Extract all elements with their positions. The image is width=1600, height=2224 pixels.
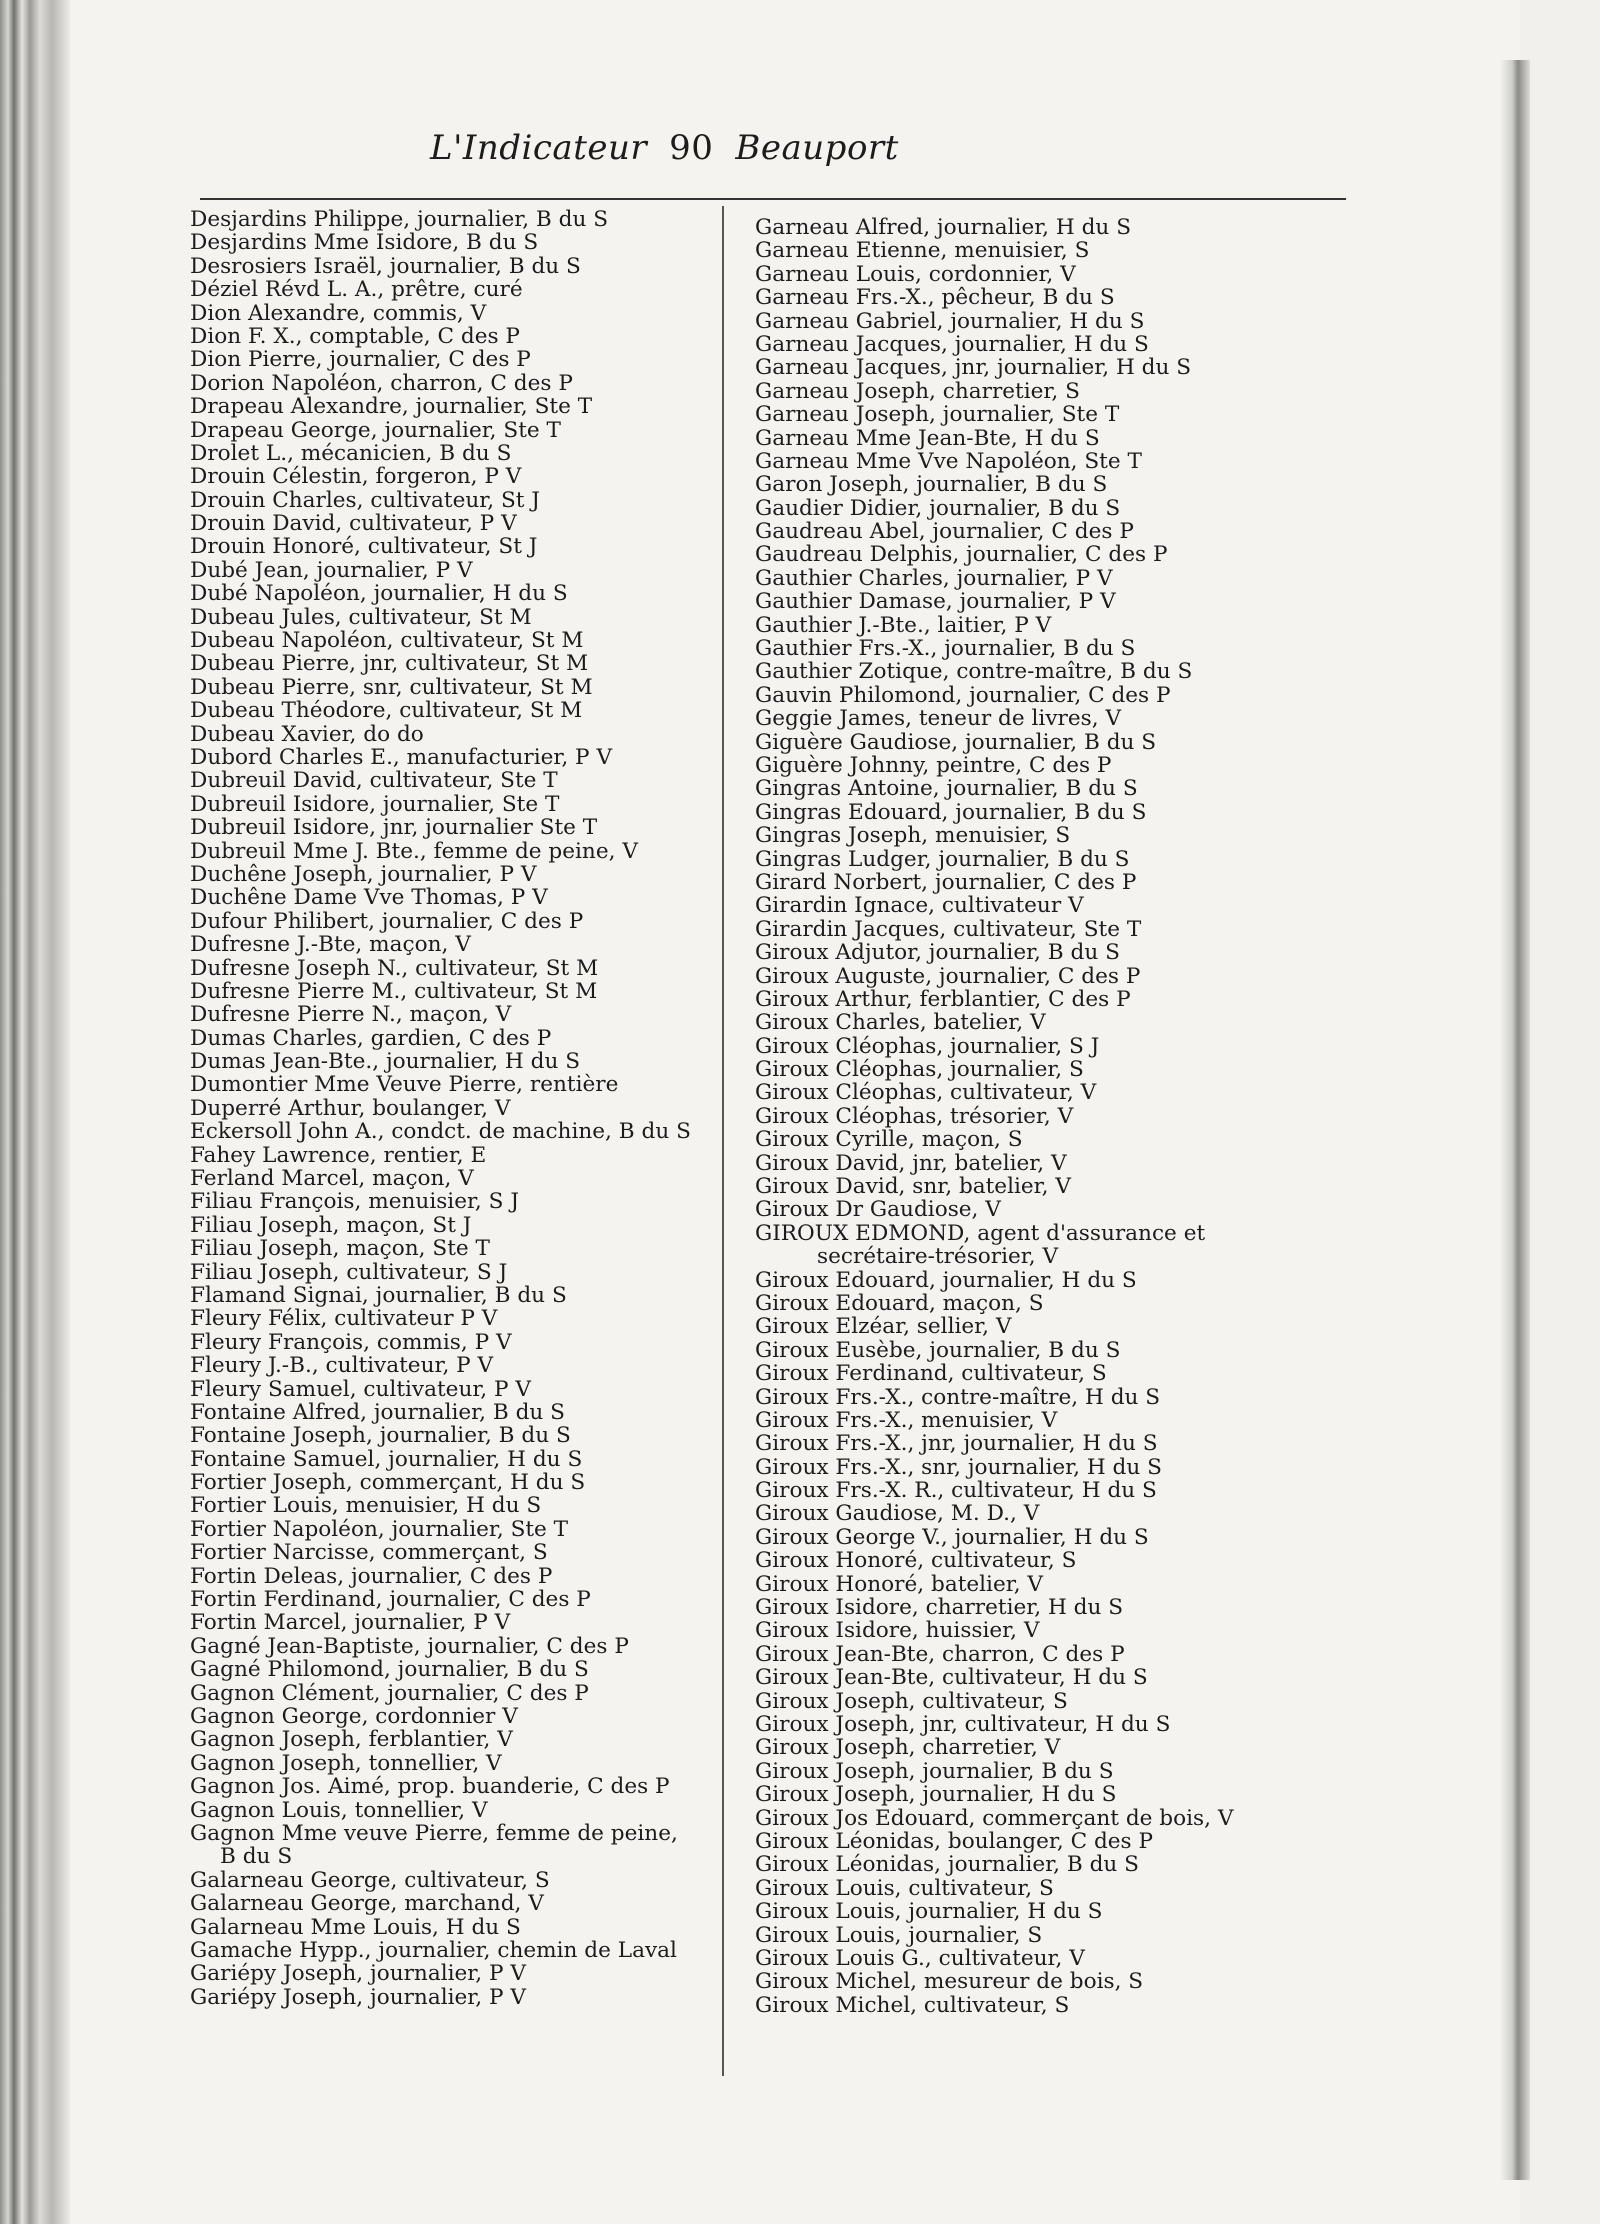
- directory-entry: Giroux Léonidas, boulanger, C des P: [755, 1828, 1154, 1854]
- directory-entry: Dubreuil Mme J. Bte., femme de peine, V: [190, 838, 638, 864]
- directory-entry: Girardin Jacques, cultivateur, Ste T: [755, 916, 1142, 942]
- directory-entry: Giroux Honoré, batelier, V: [755, 1571, 1044, 1597]
- directory-entry: Duchêne Dame Vve Thomas, P V: [190, 885, 548, 911]
- directory-entry: Giroux Joseph, charretier, V: [755, 1735, 1061, 1761]
- directory-entry: Drouin Charles, cultivateur, St J: [190, 487, 540, 513]
- page-fold-shadow: [1500, 60, 1530, 2180]
- directory-entry: Desrosiers Israël, journalier, B du S: [190, 253, 581, 279]
- directory-entry: Fortin Deleas, journalier, C des P: [190, 1563, 553, 1589]
- directory-entry: Dumas Jean-Bte., journalier, H du S: [190, 1049, 581, 1075]
- directory-entry: Gingras Ludger, journalier, B du S: [755, 846, 1130, 872]
- directory-entry: Drapeau Alexandre, journalier, Ste T: [190, 394, 593, 420]
- directory-entry: Dion Alexandre, commis, V: [190, 300, 487, 326]
- directory-entry: Giroux Cléophas, trésorier, V: [755, 1103, 1074, 1129]
- directory-entry: Giroux Louis G., cultivateur, V: [755, 1945, 1085, 1971]
- directory-entry: Giroux Jean-Bte, charron, C des P: [755, 1641, 1125, 1667]
- directory-entry: Gauthier Damase, journalier, P V: [755, 589, 1116, 615]
- directory-entry: Giroux Dr Gaudiose, V: [755, 1197, 1001, 1223]
- directory-entry: Dubreuil Isidore, jnr, journalier Ste T: [190, 815, 598, 841]
- directory-entry: Desjardins Philippe, journalier, B du S: [190, 207, 609, 232]
- directory-entry: Giroux Louis, cultivateur, S: [755, 1875, 1054, 1901]
- directory-entry: Giroux Jean-Bte, cultivateur, H du S: [755, 1665, 1148, 1691]
- directory-entry: Giroux Joseph, journalier, H du S: [755, 1782, 1117, 1808]
- directory-entry: Giroux Joseph, cultivateur, S: [755, 1688, 1068, 1714]
- directory-entry: Drouin David, cultivateur, P V: [190, 511, 517, 537]
- directory-entry: Giroux Michel, mesureur de bois, S: [755, 1969, 1144, 1995]
- directory-entry: Giroux George V., journalier, H du S: [755, 1524, 1149, 1550]
- directory-entry: Fleury Samuel, cultivateur, P V: [190, 1376, 532, 1402]
- directory-entry: Drouin Célestin, forgeron, P V: [190, 464, 522, 490]
- directory-entry: Gaudreau Delphis, journalier, C des P: [755, 542, 1168, 568]
- page-number: 90: [669, 128, 714, 168]
- directory-entry: Giroux Léonidas, journalier, B du S: [755, 1852, 1139, 1878]
- directory-entry: Galarneau George, marchand, V: [190, 1891, 544, 1917]
- directory-entry: GIROUX EDMOND, agent d'assurance et: [755, 1220, 1206, 1246]
- directory-entry: Fleury François, commis, P V: [190, 1329, 512, 1355]
- directory-entry: Giroux Eusèbe, journalier, B du S: [755, 1337, 1121, 1363]
- left-column: [190, 208, 725, 2009]
- directory-entry: Galarneau Mme Louis, H du S: [190, 1914, 521, 1940]
- directory-entry: Giroux David, snr, batelier, V: [755, 1174, 1071, 1200]
- header-title: L'Indicateur: [430, 128, 648, 168]
- directory-entry: Gagnon George, cordonnier V: [190, 1704, 518, 1729]
- directory-entry: Giroux Jos Edouard, commerçant de bois, V: [755, 1805, 1234, 1831]
- directory-entry: Giroux Frs.-X., contre-maître, H du S: [755, 1384, 1161, 1410]
- directory-entry: Dubord Charles E., manufacturier, P V: [190, 744, 613, 770]
- directory-entry: Desjardins Mme Isidore, B du S: [190, 230, 539, 256]
- directory-entry: B du S: [220, 1844, 293, 1870]
- directory-entry: Giroux Cyrille, maçon, S: [755, 1127, 1023, 1153]
- directory-entry: Gariépy Joseph, journalier, P V: [190, 1961, 526, 1987]
- directory-entry: Gaudier Didier, journalier, B du S: [755, 495, 1121, 521]
- directory-entry: Fleury J.-B., cultivateur, P V: [190, 1353, 494, 1379]
- directory-entry: Giroux Gaudiose, M. D., V: [755, 1501, 1040, 1527]
- directory-entry: Gauthier Charles, journalier, P V: [755, 565, 1113, 591]
- directory-entry: Garneau Joseph, charretier, S: [755, 378, 1080, 404]
- directory-entry: Giroux Cléophas, journalier, S J: [755, 1033, 1100, 1059]
- directory-entry: Garneau Jacques, journalier, H du S: [755, 331, 1149, 357]
- directory-entry: Gamache Hypp., journalier, chemin de Laval: [190, 1937, 677, 1963]
- directory-entry: Dion F. X., comptable, C des P: [190, 323, 520, 349]
- directory-entry: Giroux Cléophas, journalier, S: [755, 1057, 1084, 1083]
- directory-entry: Giroux Elzéar, sellier, V: [755, 1314, 1012, 1340]
- directory-entry: Fortin Marcel, journalier, P V: [190, 1610, 511, 1636]
- directory-entry: Giroux Edouard, maçon, S: [755, 1290, 1044, 1316]
- directory-entry: Dubeau Jules, cultivateur, St M: [190, 604, 532, 630]
- directory-entry: Flamand Signai, journalier, B du S: [190, 1282, 567, 1308]
- directory-entry: Gagné Jean-Baptiste, journalier, C des P: [190, 1633, 629, 1659]
- header-rule: [200, 198, 1346, 200]
- directory-entry: Gauvin Philomond, journalier, C des P: [755, 682, 1171, 708]
- directory-entry: Fontaine Joseph, journalier, B du S: [190, 1423, 571, 1449]
- directory-entry: secrétaire-trésorier, V: [817, 1244, 1059, 1270]
- running-header: [430, 128, 1130, 168]
- directory-entry: Duperré Arthur, boulanger, V: [190, 1095, 511, 1121]
- directory-entry: Gagnon Joseph, ferblantier, V: [190, 1727, 513, 1753]
- directory-entry: Girardin Ignace, cultivateur V: [755, 893, 1084, 919]
- right-column: [755, 216, 1355, 2017]
- directory-entry: Giroux Frs.-X. R., cultivateur, H du S: [755, 1478, 1157, 1504]
- directory-entry: Dubeau Napoléon, cultivateur, St M: [190, 628, 584, 654]
- directory-entry: Garneau Mme Jean-Bte, H du S: [755, 425, 1100, 451]
- directory-entry: Giroux Louis, journalier, S: [755, 1922, 1043, 1948]
- directory-entry: Giroux Adjutor, journalier, B du S: [755, 940, 1120, 966]
- directory-entry: Gagnon Clément, journalier, C des P: [190, 1680, 589, 1706]
- book-binding-edge: [0, 0, 70, 2224]
- directory-entry: Giroux Michel, cultivateur, S: [755, 1992, 1070, 2018]
- directory-entry: Gingras Edouard, journalier, B du S: [755, 799, 1147, 825]
- directory-entry: Dubreuil Isidore, journalier, Ste T: [190, 791, 560, 817]
- directory-entry: Giroux Isidore, huissier, V: [755, 1618, 1040, 1644]
- directory-entry: Gagnon Jos. Aimé, prop. buanderie, C des P: [190, 1774, 670, 1800]
- directory-entry: Giroux Auguste, journalier, C des P: [755, 963, 1141, 989]
- directory-entry: Giguère Gaudiose, journalier, B du S: [755, 729, 1157, 755]
- directory-entry: Gingras Antoine, journalier, B du S: [755, 776, 1138, 802]
- directory-entry: Fortier Narcisse, commerçant, S: [190, 1540, 548, 1566]
- directory-entry: Dubeau Théodore, cultivateur, St M: [190, 698, 583, 724]
- directory-entry: Gariépy Joseph, journalier, P V: [190, 1984, 526, 2010]
- directory-entry: Giroux Frs.-X., jnr, journalier, H du S: [755, 1431, 1158, 1457]
- directory-entry: Dubé Napoléon, journalier, H du S: [190, 581, 568, 607]
- directory-entry: Giroux Honoré, cultivateur, S: [755, 1548, 1077, 1574]
- directory-entry: Drouin Honoré, cultivateur, St J: [190, 534, 538, 560]
- directory-entry: Garon Joseph, journalier, B du S: [755, 472, 1108, 498]
- directory-entry: Dufresne J.-Bte, maçon, V: [190, 932, 471, 958]
- directory-entry: Giroux David, jnr, batelier, V: [755, 1150, 1067, 1176]
- directory-entry: Galarneau George, cultivateur, S: [190, 1867, 550, 1893]
- directory-entry: Garneau Jacques, jnr, journalier, H du S: [755, 355, 1192, 381]
- directory-entry: Girard Norbert, journalier, C des P: [755, 869, 1137, 895]
- directory-entry: Garneau Joseph, journalier, Ste T: [755, 402, 1120, 428]
- directory-entry: Garneau Alfred, journalier, H du S: [755, 215, 1131, 240]
- directory-entry: Fortier Louis, menuisier, H du S: [190, 1493, 542, 1519]
- directory-entry: Giroux Joseph, journalier, B du S: [755, 1758, 1114, 1784]
- directory-entry: Eckersoll John A., condct. de machine, B du S: [190, 1119, 691, 1145]
- directory-entry: Filiau Joseph, cultivateur, S J: [190, 1259, 508, 1285]
- directory-entry: Déziel Révd L. A., prêtre, curé: [190, 277, 523, 303]
- directory-entry: Giroux Charles, batelier, V: [755, 1010, 1046, 1036]
- directory-entry: Drapeau George, journalier, Ste T: [190, 417, 561, 443]
- directory-entry: Gingras Joseph, menuisier, S: [755, 823, 1071, 849]
- directory-entry: Gaudreau Abel, journalier, C des P: [755, 519, 1134, 545]
- directory-entry: Dubeau Pierre, snr, cultivateur, St M: [190, 674, 593, 700]
- directory-entry: Dubeau Xavier, do do: [190, 721, 424, 747]
- directory-entry: Filiau Joseph, maçon, Ste T: [190, 1236, 490, 1262]
- directory-entry: Giroux Arthur, ferblantier, C des P: [755, 986, 1131, 1012]
- directory-entry: Fleury Félix, cultivateur P V: [190, 1306, 498, 1332]
- directory-entry: Giguère Johnny, peintre, C des P: [755, 752, 1112, 778]
- directory-entry: Duchêne Joseph, journalier, P V: [190, 861, 537, 887]
- directory-entry: Geggie James, teneur de livres, V: [755, 706, 1122, 732]
- directory-entry: Giroux Frs.-X., snr, journalier, H du S: [755, 1454, 1162, 1480]
- directory-entry: Giroux Edouard, journalier, H du S: [755, 1267, 1137, 1293]
- directory-entry: Dufresne Pierre M., cultivateur, St M: [190, 978, 598, 1004]
- directory-entry: Filiau Joseph, maçon, St J: [190, 1212, 472, 1238]
- directory-entry: Fortier Napoléon, journalier, Ste T: [190, 1516, 569, 1542]
- directory-entry: Gagnon Joseph, tonnellier, V: [190, 1750, 502, 1776]
- directory-entry: Dubreuil David, cultivateur, Ste T: [190, 768, 558, 794]
- directory-entry: Gagné Philomond, journalier, B du S: [190, 1657, 589, 1683]
- directory-entry: Gauthier Zotique, contre-maître, B du S: [755, 659, 1193, 685]
- directory-entry: Garneau Louis, cordonnier, V: [755, 261, 1076, 287]
- directory-entry: Giroux Frs.-X., menuisier, V: [755, 1407, 1058, 1433]
- directory-entry: Fontaine Samuel, journalier, H du S: [190, 1446, 583, 1472]
- directory-entry: Giroux Cléophas, cultivateur, V: [755, 1080, 1097, 1106]
- directory-entry: Gagnon Louis, tonnellier, V: [190, 1797, 488, 1823]
- directory-entry: Ferland Marcel, maçon, V: [190, 1166, 474, 1192]
- directory-entry: Dubeau Pierre, jnr, cultivateur, St M: [190, 651, 589, 677]
- directory-entry: Dorion Napoléon, charron, C des P: [190, 370, 573, 396]
- directory-entry: Dion Pierre, journalier, C des P: [190, 347, 531, 373]
- directory-entry: Drolet L., mécanicien, B du S: [190, 440, 512, 466]
- directory-entry: Dumas Charles, gardien, C des P: [190, 1025, 552, 1051]
- directory-entry: Fortier Joseph, commerçant, H du S: [190, 1470, 586, 1496]
- directory-entry: Gauthier Frs.-X., journalier, B du S: [755, 636, 1136, 662]
- directory-entry: Giroux Louis, journalier, H du S: [755, 1899, 1103, 1925]
- directory-entry: Giroux Ferdinand, cultivateur, S: [755, 1361, 1107, 1387]
- directory-entry: Dumontier Mme Veuve Pierre, rentière: [190, 1072, 619, 1098]
- directory-entry: Fontaine Alfred, journalier, B du S: [190, 1399, 565, 1425]
- directory-entry: Gagnon Mme veuve Pierre, femme de peine,: [190, 1820, 678, 1846]
- directory-entry: Dubé Jean, journalier, P V: [190, 557, 473, 583]
- directory-entry: Dufresne Pierre N., maçon, V: [190, 1002, 512, 1028]
- directory-entry: Dufresne Joseph N., cultivateur, St M: [190, 955, 599, 981]
- directory-entry: Giroux Isidore, charretier, H du S: [755, 1595, 1124, 1621]
- directory-entry: Fortin Ferdinand, journalier, C des P: [190, 1587, 591, 1613]
- directory-entry: Filiau François, menuisier, S J: [190, 1189, 519, 1215]
- directory-entry: Fahey Lawrence, rentier, E: [190, 1142, 487, 1168]
- header-locality: Beauport: [735, 128, 899, 168]
- directory-entry: Dufour Philibert, journalier, C des P: [190, 908, 584, 934]
- directory-entry: Garneau Etienne, menuisier, S: [755, 238, 1090, 264]
- directory-entry: Giroux Joseph, jnr, cultivateur, H du S: [755, 1712, 1171, 1737]
- directory-entry: Garneau Frs.-X., pêcheur, B du S: [755, 285, 1115, 311]
- directory-entry: Garneau Mme Vve Napoléon, Ste T: [755, 448, 1142, 474]
- directory-entry: Gauthier J.-Bte., laitier, P V: [755, 612, 1052, 638]
- directory-entry: Garneau Gabriel, journalier, H du S: [755, 308, 1145, 334]
